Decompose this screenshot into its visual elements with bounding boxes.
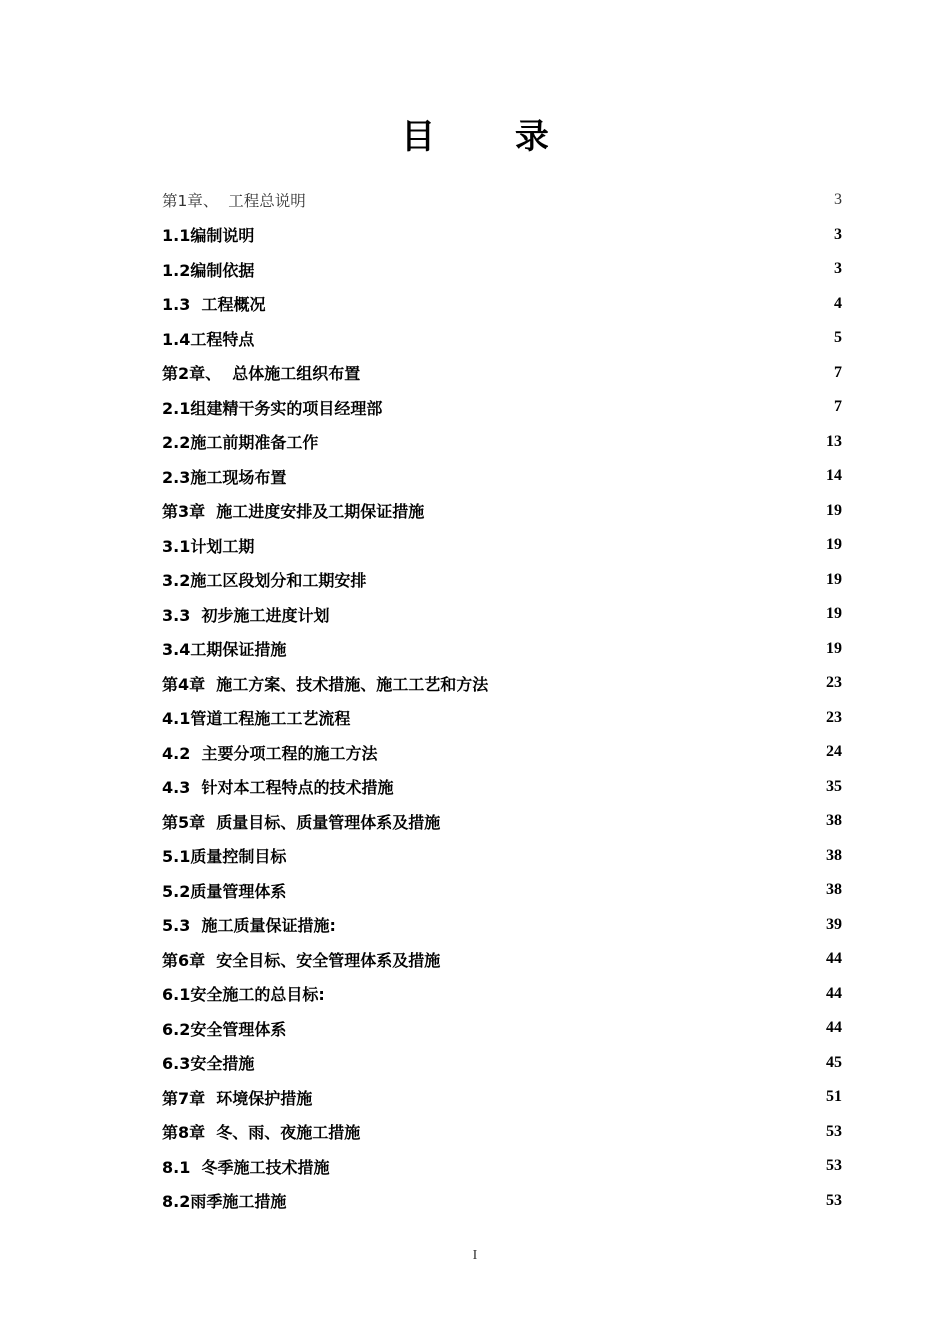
page-number: I [472, 1248, 478, 1263]
toc-entry-page: 53 [826, 1122, 842, 1140]
toc-entry-page: 53 [826, 1157, 842, 1175]
toc-entry[interactable] [162, 701, 842, 736]
toc-entry[interactable] [162, 1011, 842, 1046]
toc-entry-label: 3.2施工区段划分和工期安排 [162, 571, 367, 591]
toc-entry[interactable] [162, 770, 842, 805]
toc-entry-label: 第6章 安全目标、安全管理体系及措施 [162, 950, 441, 970]
toc-entry-label: 6.2安全管理体系 [162, 1019, 287, 1039]
toc-entry-label: 5.3 施工质量保证措施: [162, 916, 336, 936]
toc-entry-label: 2.2施工前期准备工作 [162, 433, 319, 453]
toc-entry-label: 3.3 初步施工进度计划 [162, 605, 330, 625]
toc-entry-label: 6.3安全措施 [162, 1054, 255, 1074]
toc-entry-label: 1.4工程特点 [162, 329, 255, 349]
toc-entry-page: 14 [826, 467, 842, 485]
toc-entry-label: 第4章 施工方案、技术措施、施工工艺和方法 [162, 674, 489, 694]
toc-entry[interactable] [162, 287, 842, 322]
toc-entry[interactable] [162, 459, 842, 494]
toc-entry[interactable] [162, 942, 842, 977]
toc-entry-page: 23 [826, 708, 842, 726]
toc-entry-page: 53 [826, 1191, 842, 1209]
toc-entry[interactable] [162, 1080, 842, 1115]
toc-entry[interactable] [162, 735, 842, 770]
toc-entry-page: 3 [834, 225, 842, 243]
toc-entry-page: 19 [826, 570, 842, 588]
toc-entry[interactable] [162, 666, 842, 701]
toc-entry[interactable] [162, 632, 842, 667]
toc-entry-label: 第1章、 工程总说明 [162, 192, 306, 211]
toc-entry[interactable] [162, 321, 842, 356]
toc-entry-label: 1.3 工程概况 [162, 295, 266, 315]
toc-entry[interactable] [162, 908, 842, 943]
toc-entry-page: 3 [834, 191, 842, 209]
toc-entry-page: 19 [826, 639, 842, 657]
toc-entry-label: 第3章 施工进度安排及工期保证措施 [162, 502, 425, 522]
toc-entry-page: 44 [826, 950, 842, 968]
toc-entry[interactable] [162, 804, 842, 839]
toc-entry[interactable] [162, 1149, 842, 1184]
toc-entry-label: 4.3 针对本工程特点的技术措施 [162, 778, 394, 798]
toc-entry[interactable] [162, 839, 842, 874]
page-title: 目 录 [401, 117, 583, 157]
toc-entry[interactable] [162, 1184, 842, 1219]
toc-entry-label: 4.2 主要分项工程的施工方法 [162, 743, 378, 763]
toc-entry[interactable] [162, 390, 842, 425]
toc-entry-page: 19 [826, 605, 842, 623]
toc-entry-page: 44 [826, 1019, 842, 1037]
toc-entry-page: 44 [826, 984, 842, 1002]
toc-entry-page: 3 [834, 260, 842, 278]
toc-entry-label: 2.3施工现场布置 [162, 467, 287, 487]
toc-entry[interactable] [162, 356, 842, 391]
toc-entry-label: 第8章 冬、雨、夜施工措施 [162, 1123, 361, 1143]
toc-entry-label: 5.2质量管理体系 [162, 881, 287, 901]
toc-entry-page: 38 [826, 881, 842, 899]
toc-entry[interactable] [162, 183, 842, 218]
toc-entry-label: 第2章、 总体施工组织布置 [162, 364, 361, 384]
toc-entry-page: 39 [826, 915, 842, 933]
toc-entry-label: 3.1计划工期 [162, 536, 255, 556]
toc-entry[interactable] [162, 252, 842, 287]
toc-entry-page: 23 [826, 674, 842, 692]
toc-entry[interactable] [162, 1115, 842, 1150]
toc-entry-label: 1.2编制依据 [162, 260, 255, 280]
toc-entry-page: 24 [826, 743, 842, 761]
toc-entry[interactable] [162, 218, 842, 253]
toc-entry-page: 19 [826, 501, 842, 519]
toc-entry[interactable] [162, 563, 842, 598]
toc-entry-page: 35 [826, 777, 842, 795]
toc-entry-page: 4 [834, 294, 842, 312]
toc-entry-page: 45 [826, 1053, 842, 1071]
toc-entry-page: 51 [826, 1088, 842, 1106]
toc-entry[interactable] [162, 977, 842, 1012]
toc-entry-page: 19 [826, 536, 842, 554]
toc-entry-label: 2.1组建精干务实的项目经理部 [162, 398, 383, 418]
toc-entry[interactable] [162, 597, 842, 632]
toc-entry-page: 38 [826, 846, 842, 864]
toc-entry-page: 7 [834, 363, 842, 381]
toc-entry-page: 5 [834, 329, 842, 347]
toc-entry-label: 3.4工期保证措施 [162, 640, 287, 660]
toc-entry-label: 6.1安全施工的总目标: [162, 985, 325, 1005]
toc-entry-page: 38 [826, 812, 842, 830]
toc-entry[interactable] [162, 494, 842, 529]
toc-entry-label: 第7章 环境保护措施 [162, 1088, 313, 1108]
toc-entry-label: 5.1质量控制目标 [162, 847, 287, 867]
toc-entry-label: 8.2雨季施工措施 [162, 1192, 287, 1212]
toc-entry[interactable] [162, 873, 842, 908]
table-of-contents [162, 183, 842, 1218]
toc-entry[interactable] [162, 1046, 842, 1081]
toc-entry-label: 8.1 冬季施工技术措施 [162, 1157, 330, 1177]
toc-entry[interactable] [162, 425, 842, 460]
toc-entry-label: 4.1管道工程施工工艺流程 [162, 709, 351, 729]
toc-entry-label: 第5章 质量目标、质量管理体系及措施 [162, 812, 441, 832]
toc-entry-page: 7 [834, 398, 842, 416]
toc-entry-page: 13 [826, 432, 842, 450]
toc-entry-label: 1.1编制说明 [162, 226, 255, 246]
toc-entry[interactable] [162, 528, 842, 563]
